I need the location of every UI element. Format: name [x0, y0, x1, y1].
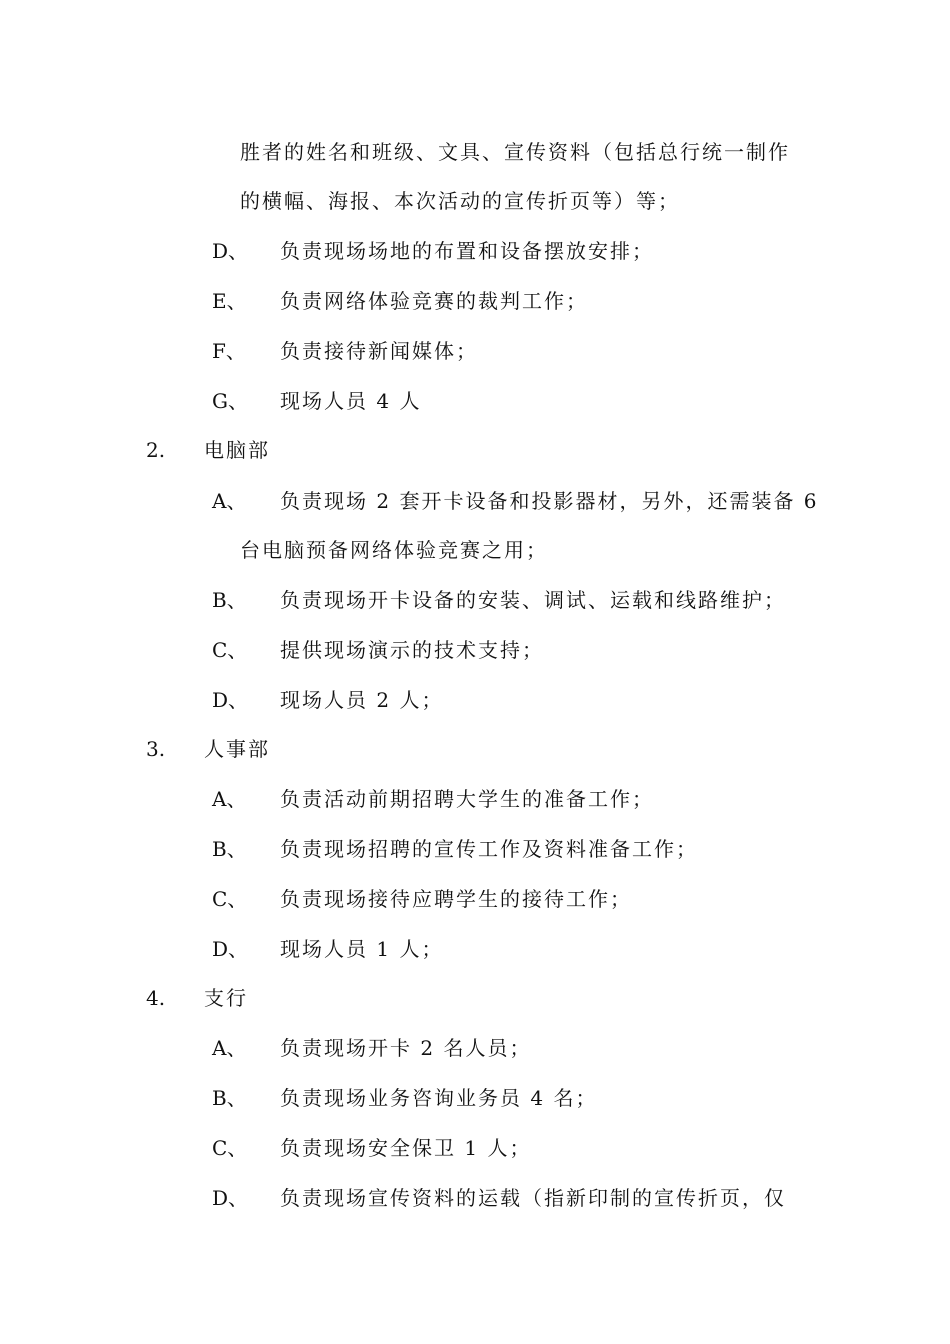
list-item-text: 负责网络体验竞赛的裁判工作；	[280, 289, 588, 313]
list-item-text: 负责现场招聘的宣传工作及资料准备工作；	[280, 837, 698, 861]
list-item-marker: A、	[212, 787, 247, 811]
list-item-marker: C、	[212, 1136, 248, 1160]
continuation-line-1: 胜者的姓名和班级、文具、宣传资料（包括总行统一制作	[240, 140, 790, 164]
list-item-text: 负责现场业务咨询业务员 4 名；	[280, 1086, 598, 1110]
list-item-text: 负责现场开卡 2 名人员；	[280, 1036, 532, 1060]
section-title: 电脑部	[204, 438, 270, 462]
list-item-continuation: 台电脑预备网络体验竞赛之用；	[240, 538, 548, 562]
list-item-marker: G、	[212, 389, 248, 413]
section-title: 支行	[204, 986, 248, 1010]
list-item-marker: B、	[212, 588, 247, 612]
list-item-text: 负责接待新闻媒体；	[280, 339, 478, 363]
section-number: 2.	[146, 438, 166, 462]
list-item-text: 负责现场场地的布置和设备摆放安排；	[280, 239, 654, 263]
list-item-text: 负责活动前期招聘大学生的准备工作；	[280, 787, 654, 811]
list-item-marker: A、	[212, 489, 247, 513]
continuation-line-2: 的横幅、海报、本次活动的宣传折页等）等；	[240, 189, 680, 213]
list-item-marker: F、	[212, 339, 246, 363]
list-item-marker: D、	[212, 1186, 249, 1210]
section-number: 3.	[146, 737, 166, 761]
list-item-text: 现场人员 1 人；	[280, 937, 444, 961]
list-item-marker: A、	[212, 1036, 247, 1060]
list-item-marker: C、	[212, 887, 248, 911]
list-item-marker: D、	[212, 937, 249, 961]
list-item-marker: D、	[212, 688, 249, 712]
list-item-marker: D、	[212, 239, 249, 263]
section-number: 4.	[146, 986, 166, 1010]
list-item-text: 负责现场开卡设备的安装、调试、运载和线路维护；	[280, 588, 786, 612]
list-item-text: 现场人员 4 人	[280, 389, 422, 413]
list-item-text: 提供现场演示的技术支持；	[280, 638, 544, 662]
list-item-marker: C、	[212, 638, 248, 662]
list-item-marker: B、	[212, 837, 247, 861]
list-item-text: 负责现场宣传资料的运载（指新印制的宣传折页，仅	[280, 1186, 786, 1210]
list-item-text: 负责现场安全保卫 1 人；	[280, 1136, 532, 1160]
list-item-marker: E、	[212, 289, 247, 313]
list-item-marker: B、	[212, 1086, 247, 1110]
section-title: 人事部	[204, 737, 270, 761]
list-item-text: 负责现场 2 套开卡设备和投影器材，另外，还需装备 6	[280, 489, 819, 513]
list-item-text: 现场人员 2 人；	[280, 688, 444, 712]
list-item-text: 负责现场接待应聘学生的接待工作；	[280, 887, 632, 911]
